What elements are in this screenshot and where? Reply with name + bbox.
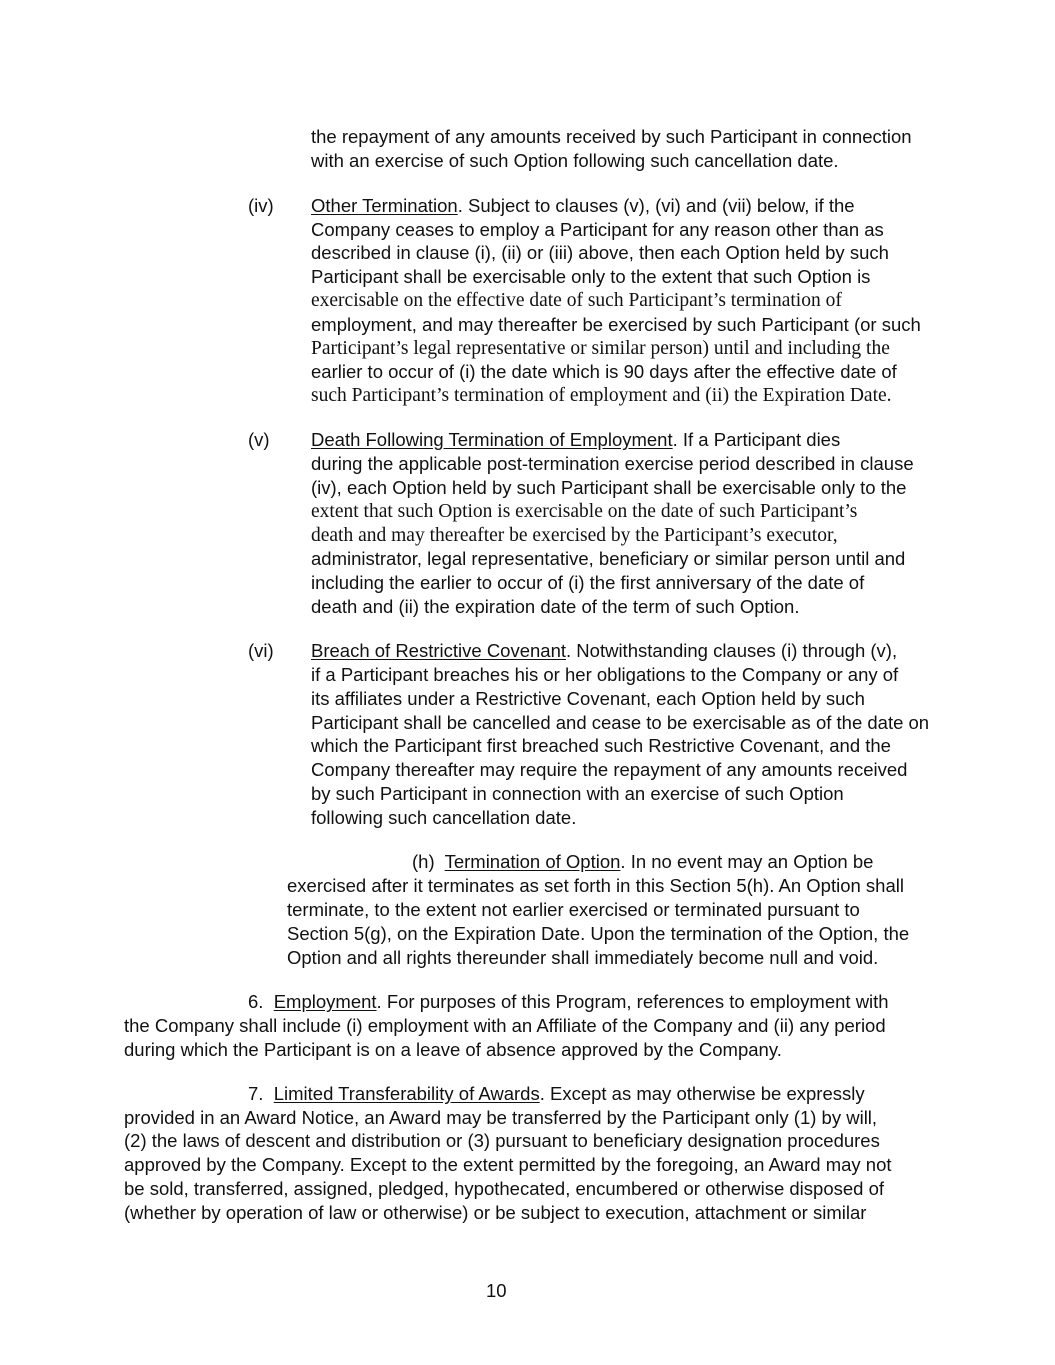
paragraph-line: exercised after it terminates as set forth in this Section 5(h). An Option shall [287, 875, 904, 896]
paragraph-line: death and may thereafter be exercised by the Participant’s executor, [311, 525, 838, 546]
clause-number: (vi) [248, 640, 274, 661]
paragraph-line: terminate, to the extent not earlier exercised or terminated pursuant to [287, 899, 860, 920]
paragraph-line: death and (ii) the expiration date of the term of such Option. [311, 596, 800, 617]
clause-text: . Subject to clauses (v), (vi) and (vii) below, if the [457, 195, 855, 216]
clause-text: . Notwithstanding clauses (i) through (v), [566, 640, 898, 661]
subsection-heading: Termination of Option [444, 851, 621, 872]
section-text: . For purposes of this Program, references to employment with [376, 991, 889, 1012]
clause-heading: Death Following Termination of Employment [311, 429, 673, 450]
subsection-text: . In no event may an Option be [620, 851, 874, 872]
paragraph-line: Participant shall be exercisable only to the extent that such Option is [311, 266, 871, 287]
paragraph-line: during the applicable post-termination exercise period described in clause [311, 453, 914, 474]
paragraph-line: during which the Participant is on a leave of absence approved by the Company. [124, 1039, 782, 1060]
paragraph-line: including the earlier to occur of (i) the first anniversary of the date of [311, 572, 865, 593]
paragraph-line: the repayment of any amounts received by such Participant in connection [311, 126, 912, 147]
paragraph-line: its affiliates under a Restrictive Covenant, each Option held by such [311, 688, 865, 709]
section-7-first-line [248, 1082, 865, 1106]
paragraph-line: extent that such Option is exercisable on the date of such Participant’s [311, 501, 858, 522]
clause-text: . If a Participant dies [672, 429, 841, 450]
clause-number: (iv) [248, 195, 274, 216]
paragraph-line: approved by the Company. Except to the extent permitted by the foregoing, an Award may not [124, 1154, 892, 1175]
subsection-label: (h) [412, 851, 435, 872]
section-heading: Limited Transferability of Awards [273, 1083, 540, 1104]
paragraph-line: earlier to occur of (i) the date which is 90 days after the effective date of [311, 361, 897, 382]
paragraph-line: if a Participant breaches his or her obligations to the Company or any of [311, 664, 899, 685]
section-heading: Employment [273, 991, 377, 1012]
paragraph-line: administrator, legal representative, beneficiary or similar person until and [311, 548, 906, 569]
paragraph-line: which the Participant first breached such Restrictive Covenant, and the [311, 735, 891, 756]
paragraph-line: such Participant’s termination of employment and (ii) the Expiration Date. [311, 385, 892, 406]
page-number: 10 [486, 1280, 507, 1301]
paragraph-line: Company ceases to employ a Participant for any reason other than as [311, 219, 884, 240]
section-6-first-line [248, 990, 889, 1014]
clause-heading: Other Termination [311, 195, 458, 216]
paragraph-line: following such cancellation date. [311, 807, 577, 828]
paragraph-line: by such Participant in connection with an exercise of such Option [311, 783, 844, 804]
paragraph-line: Participant shall be cancelled and cease to be exercisable as of the date on [311, 712, 930, 733]
paragraph-line: Section 5(g), on the Expiration Date. Upon the termination of the Option, the [287, 923, 910, 944]
section-number: 6. [248, 991, 264, 1012]
paragraph-line: Company thereafter may require the repayment of any amounts received [311, 759, 908, 780]
clause-vi-first-line [311, 639, 897, 663]
paragraph-line: be sold, transferred, assigned, pledged, hypothecated, encumbered or otherwise disposed of [124, 1178, 885, 1199]
clause-number: (v) [248, 429, 270, 450]
paragraph-line: described in clause (i), (ii) or (iii) above, then each Option held by such [311, 242, 889, 263]
paragraph-line: exercisable on the effective date of such Participant’s termination of [311, 290, 842, 311]
clause-heading: Breach of Restrictive Covenant [311, 640, 567, 661]
paragraph-line: (2) the laws of descent and distribution or (3) pursuant to beneficiary designation procedures [124, 1130, 880, 1151]
paragraph-line: employment, and may thereafter be exercised by such Participant (or such [311, 314, 921, 335]
section-number: 7. [248, 1083, 264, 1104]
subsection-h-first-line [412, 850, 873, 874]
section-text: . Except as may otherwise be expressly [539, 1083, 865, 1104]
clause-v-first-line [311, 428, 840, 452]
paragraph-line: with an exercise of such Option following such cancellation date. [311, 150, 839, 171]
paragraph-line: provided in an Award Notice, an Award may be transferred by the Participant only (1) by will, [124, 1107, 878, 1128]
paragraph-line: Option and all rights thereunder shall immediately become null and void. [287, 947, 879, 968]
paragraph-line: Participant’s legal representative or similar person) until and including the [311, 338, 890, 359]
paragraph-line: the Company shall include (i) employment with an Affiliate of the Company and (ii) any period [124, 1015, 886, 1036]
paragraph-line: (whether by operation of law or otherwise) or be subject to execution, attachment or similar [124, 1202, 867, 1223]
paragraph-line: (iv), each Option held by such Participant shall be exercisable only to the [311, 477, 907, 498]
clause-iv-first-line [311, 194, 855, 218]
